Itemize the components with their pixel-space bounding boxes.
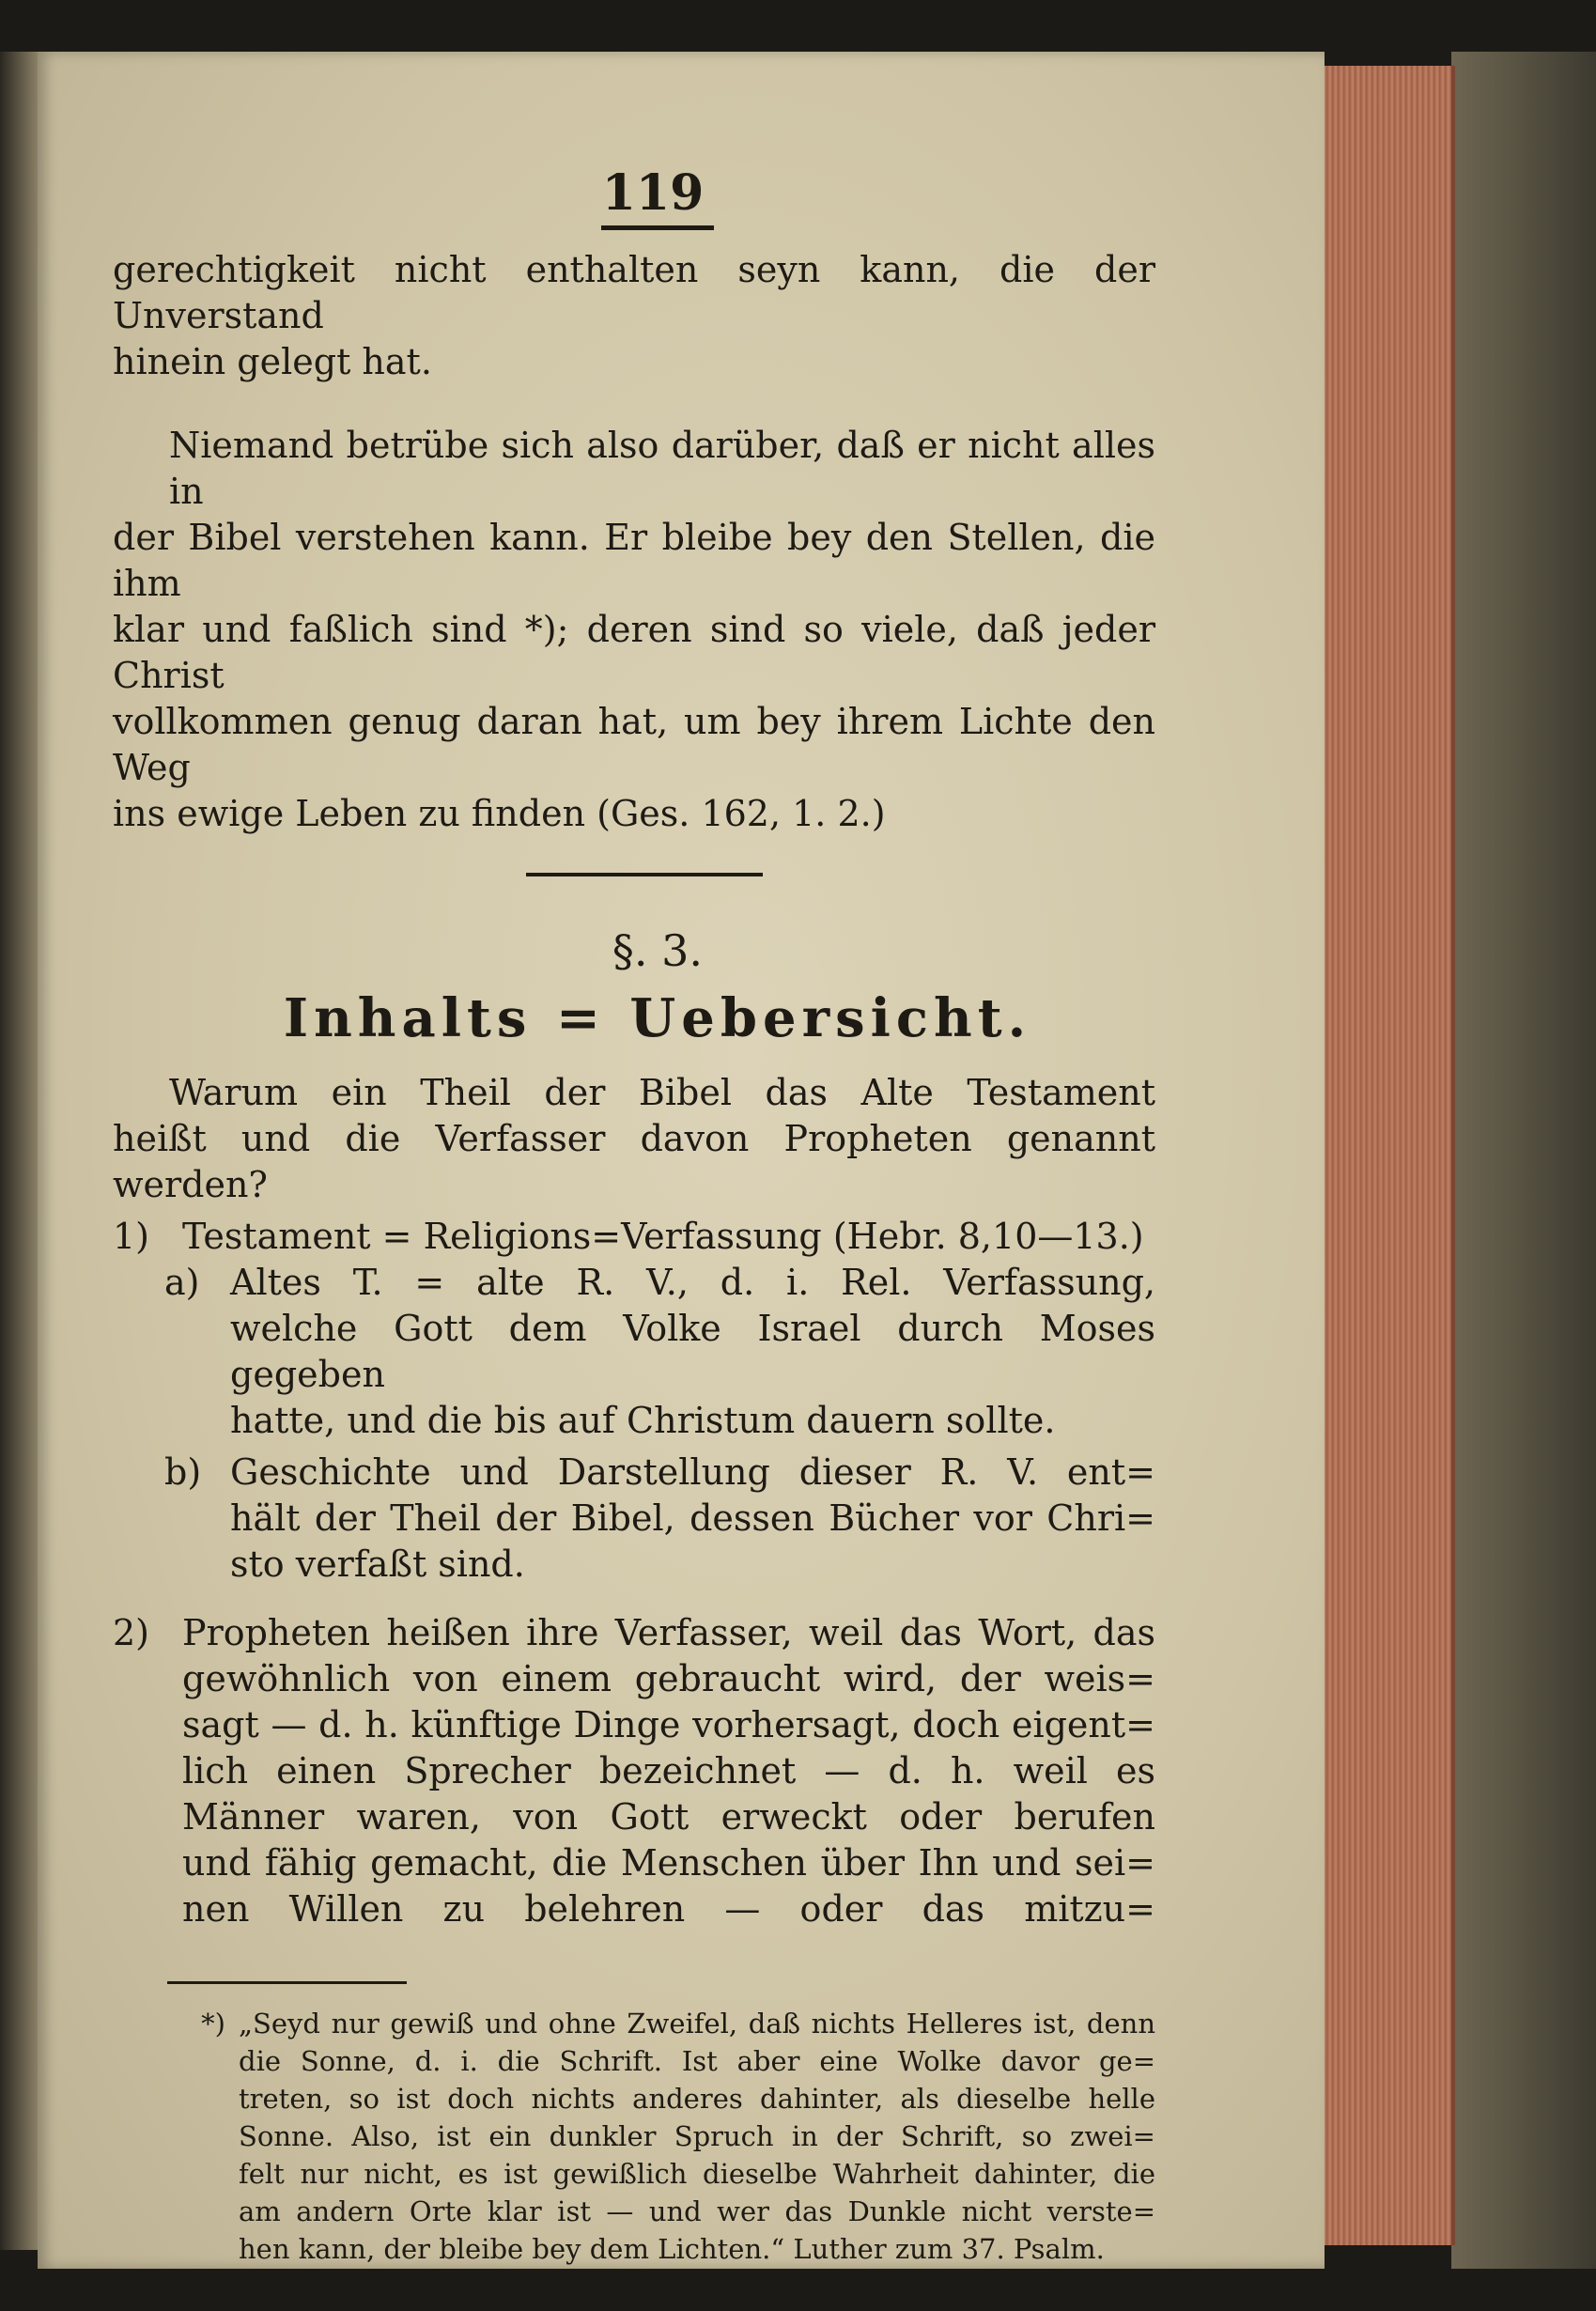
text-line: sagt — d. h. künftige Dinge vorhersagt, doch eigent= — [182, 1704, 1155, 1745]
page-number-rule — [601, 225, 714, 230]
paragraph-1 — [113, 247, 1155, 385]
text-line: welche Gott dem Volke Israel durch Moses gegeben — [230, 1308, 1155, 1395]
question — [113, 1070, 1155, 1208]
section-title: Inhalts = Uebersicht. — [283, 987, 1032, 1049]
text-line: hinein gelegt hat. — [113, 341, 432, 382]
text-line: Altes T. = alte R. V., d. i. Rel. Verfassung, — [230, 1262, 1155, 1303]
list-item-1a — [113, 1260, 1155, 1444]
text-line: Niemand betrübe sich also darüber, daß er nicht alles in — [169, 425, 1155, 512]
text-line: Warum ein Theil der Bibel das Alte Testament — [169, 1072, 1155, 1113]
text-line: hatte, und die bis auf Christum dauern sollte. — [230, 1400, 1056, 1441]
text-line: Männer waren, von Gott erweckt oder berufen — [182, 1796, 1155, 1838]
item-text — [182, 1610, 1155, 1932]
list-item-1b — [113, 1450, 1155, 1588]
text-line: klar und faßlich sind *); deren sind so viele, daß jeder Christ — [113, 609, 1155, 696]
item-number: 1) — [113, 1216, 150, 1257]
text-line: heißt und die Verfasser davon Propheten genannt werden? — [113, 1118, 1155, 1205]
item-text — [230, 1450, 1155, 1588]
footnote-text — [239, 2005, 1155, 2268]
text-line: felt nur nicht, es ist gewißlich dieselbe Wahrheit dahinter, die — [239, 2158, 1155, 2190]
text-line: „Seyd nur gewiß und ohne Zweifel, daß nichts Helleres ist, denn — [239, 2008, 1155, 2040]
item-number: a) — [164, 1262, 200, 1303]
text-line: hen kann, der bleibe bey dem Lichten.“ Luther zum 37. Psalm. — [239, 2233, 1105, 2265]
list-item-1 — [113, 1214, 1155, 1260]
item-number: 2) — [113, 1612, 150, 1653]
book-spine-left — [0, 52, 38, 2250]
page-number: 119 — [601, 164, 705, 222]
footnote-mark: *) — [201, 2008, 225, 2040]
text-line: die Sonne, d. i. die Schrift. Ist aber eine Wolke davor ge= — [239, 2045, 1155, 2077]
list-item-2 — [113, 1610, 1155, 1932]
footnote-rule — [167, 1981, 407, 1984]
text-line: Sonne. Also, ist ein dunkler Spruch in der Schrift, so zwei= — [239, 2120, 1155, 2152]
text-line: gewöhnlich von einem gebraucht wird, der weis= — [182, 1658, 1155, 1699]
text-line: treten, so ist doch nichts anderes dahinter, als dieselbe helle — [239, 2083, 1155, 2115]
text-line: lich einen Sprecher bezeichnet — d. h. weil es — [182, 1750, 1155, 1791]
text-line: vollkommen genug daran hat, um bey ihrem Lichte den Weg — [113, 701, 1155, 788]
book-cover-right — [1451, 52, 1596, 2269]
page-content — [113, 164, 1155, 2268]
item-text — [230, 1260, 1155, 1444]
text-line: sto verfaßt sind. — [230, 1543, 525, 1585]
text-line: Testament = Religions=Verfassung (Hebr. 8,10—13.) — [182, 1216, 1144, 1257]
text-line: der Bibel verstehen kann. Er bleibe bey den Stellen, die ihm — [113, 517, 1155, 604]
text-line: Propheten heißen ihre Verfasser, weil das Wort, das — [182, 1612, 1155, 1653]
text-line: ins ewige Leben zu finden (Ges. 162, 1. 2.) — [113, 793, 886, 834]
item-number: b) — [164, 1451, 202, 1493]
section-number: §. 3. — [612, 925, 704, 976]
page-edges — [1310, 66, 1455, 2245]
text-line: hält der Theil der Bibel, dessen Bücher vor Chri= — [230, 1497, 1155, 1539]
section-divider — [526, 873, 763, 876]
text-line: und fähig gemacht, die Menschen über Ihn und sei= — [182, 1842, 1155, 1884]
footnote — [113, 2005, 1155, 2268]
text-line: gerechtigkeit nicht enthalten seyn kann, die der Unverstand — [113, 249, 1155, 336]
text-line: Geschichte und Darstellung dieser R. V. ent= — [230, 1451, 1155, 1493]
paragraph-2 — [113, 423, 1155, 837]
book-page — [38, 52, 1325, 2269]
text-line: nen Willen zu belehren — oder das mitzu= — [182, 1888, 1155, 1930]
text-line: am andern Orte klar ist — und wer das Dunkle nicht verste= — [239, 2195, 1155, 2227]
